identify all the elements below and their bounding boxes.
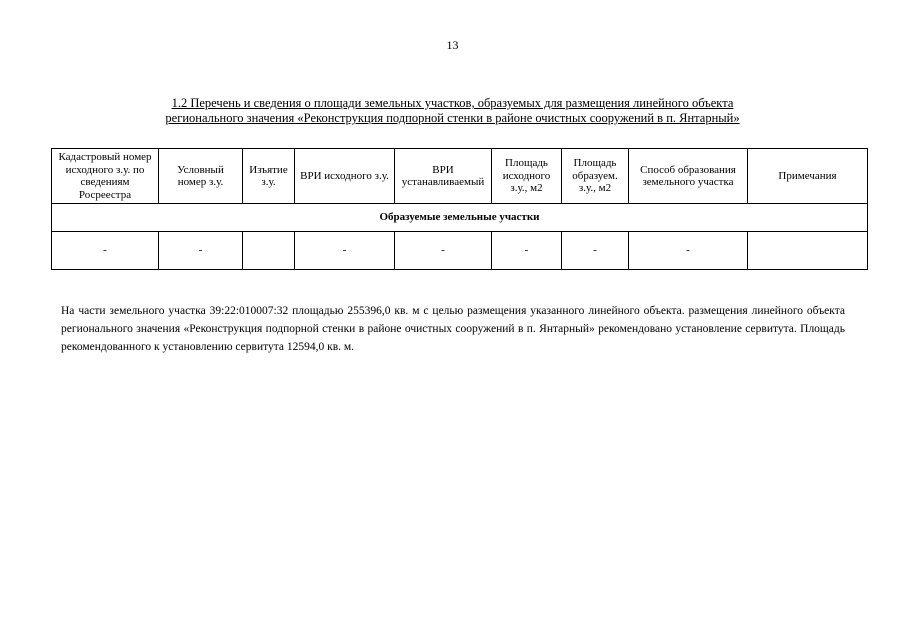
header-formation-method: Способ образования земельного участка (629, 149, 748, 204)
table-row (52, 232, 868, 270)
table-cell: - (492, 232, 562, 270)
section-title-line-2: регионального значения «Реконструкция подпорной стенки в районе очистных сооружений в п. Янтарный» (165, 111, 740, 125)
section-title-line-1: 1.2 Перечень и сведения о площади земельных участков, образуемых для размещения линейного объекта (171, 96, 734, 110)
header-source-area: Площадь исходного з.у., м2 (492, 149, 562, 204)
header-seizure: Изъятие з.у. (243, 149, 295, 204)
table-cell: - (562, 232, 629, 270)
header-source-permitted-use: ВРИ исходного з.у. (295, 149, 395, 204)
table-cell: - (395, 232, 492, 270)
table-group-row (52, 204, 868, 232)
table-cell: - (159, 232, 243, 270)
table-cell: - (52, 232, 159, 270)
table-cell: - (629, 232, 748, 270)
header-established-permitted-use: ВРИ устанавливаемый (395, 149, 492, 204)
table-cell (243, 232, 295, 270)
land-parcels-table (51, 148, 868, 270)
table-cell (748, 232, 868, 270)
easement-paragraph: На части земельного участка 39:22:010007:32 площадью 255396,0 кв. м с целью размещения указанного линейного объекта. размещения линейного объекта регионального значения «Реконструкция подпорной стенки в районе очистных сооружений в п. Янтарный» рекомендовано установление сервитута. Площадь рекомендованного к установлению сервитута 12594,0 кв. м. (61, 304, 845, 353)
table-cell: - (295, 232, 395, 270)
header-formed-area: Площадь образуем. з.у., м2 (562, 149, 629, 204)
header-conditional-number: Условный номер з.у. (159, 149, 243, 204)
header-notes: Примечания (748, 149, 868, 204)
page-number: 13 (446, 38, 459, 52)
table-header-row (52, 149, 868, 204)
header-cadastral-number: Кадастровый номер исходного з.у. по сведениям Росреестра (52, 149, 159, 204)
section-title (60, 96, 845, 126)
group-label-formed-parcels: Образуемые земельные участки (52, 204, 868, 232)
